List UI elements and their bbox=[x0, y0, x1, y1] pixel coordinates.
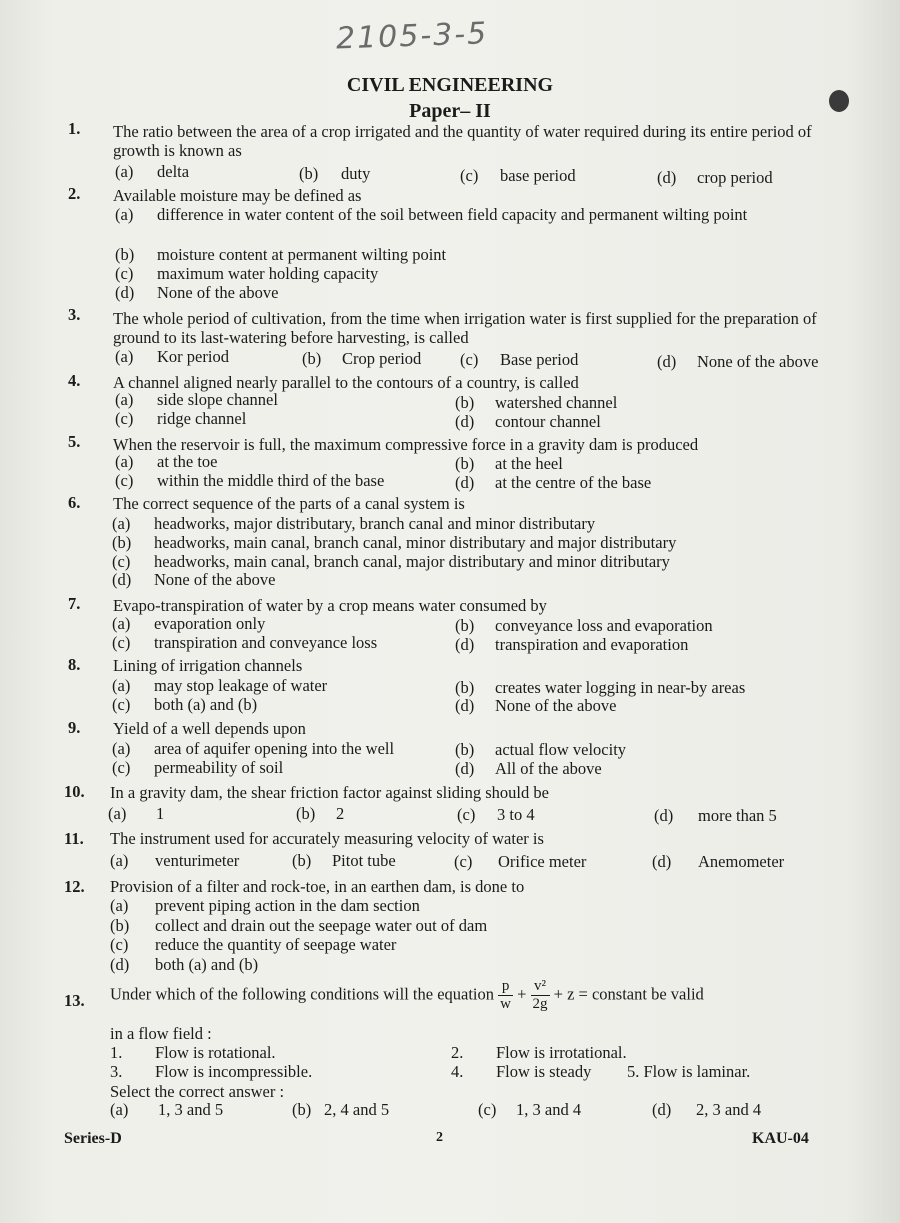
footer-series: Series-D bbox=[64, 1130, 122, 1147]
question-number: 7. bbox=[68, 594, 81, 613]
option-b: (b) headworks, main canal, branch canal, minor distributary and major distributary bbox=[112, 533, 677, 552]
option-b: (b) duty bbox=[299, 164, 371, 183]
option-c: (c) 3 to 4 bbox=[457, 805, 535, 824]
option-b: (b) actual flow velocity bbox=[455, 740, 627, 759]
option-a: (a) prevent piping action in the dam section bbox=[110, 896, 420, 915]
statement-1: 1. Flow is rotational. bbox=[110, 1043, 276, 1062]
option-c: (c) both (a) and (b) bbox=[112, 695, 258, 714]
option-c: (c) 1, 3 and 4 bbox=[478, 1100, 582, 1119]
select-instruction: Select the correct answer : bbox=[110, 1082, 285, 1101]
question-text: The correct sequence of the parts of a canal system is bbox=[113, 494, 465, 513]
option-c: (c) reduce the quantity of seepage water bbox=[110, 935, 397, 954]
option-b: (b) watershed channel bbox=[455, 393, 618, 412]
option-c: (c) ridge channel bbox=[115, 409, 247, 428]
statement-4: 4. Flow is steady bbox=[451, 1062, 592, 1081]
question-text: In a gravity dam, the shear friction factor against sliding should be bbox=[110, 783, 549, 802]
fraction-p-over-w: $\frac{p}{w}$ bbox=[500, 978, 511, 1012]
option-b: (b) conveyance loss and evaporation bbox=[455, 616, 713, 635]
question-number: 8. bbox=[68, 655, 81, 674]
option-d: (d) contour channel bbox=[455, 412, 601, 431]
option-d: (d) None of the above bbox=[112, 570, 276, 589]
statement-5: 5. Flow is laminar. bbox=[627, 1062, 751, 1081]
option-c: (c) base period bbox=[460, 166, 576, 185]
option-b: (b) Pitot tube bbox=[292, 851, 396, 870]
option-d: (d) more than 5 bbox=[654, 806, 777, 825]
option-c: (c) headworks, main canal, branch canal, major distributary and minor ditributary bbox=[112, 552, 670, 571]
option-d: (d) None of the above bbox=[657, 352, 819, 371]
question-text: The whole period of cultivation, from the time when irrigation water is first supplied for the preparation of ground to its last-watering before harvesting, is called bbox=[113, 309, 817, 347]
subject-title: CIVIL ENGINEERING bbox=[346, 74, 554, 96]
option-d: (d) Anemometer bbox=[652, 852, 785, 871]
option-c: (c) within the middle third of the base bbox=[115, 471, 385, 490]
option-b: (b) creates water logging in near-by areas bbox=[455, 678, 746, 697]
option-a: (a) Kor period bbox=[115, 347, 229, 366]
question-text-continued: in a flow field : bbox=[110, 1024, 212, 1043]
question-text: The instrument used for accurately measuring velocity of water is bbox=[110, 829, 544, 848]
paper-title: Paper– II bbox=[409, 100, 491, 122]
option-d: (d) both (a) and (b) bbox=[110, 955, 259, 974]
question-number: 3. bbox=[68, 305, 81, 324]
option-c: (c) transpiration and conveyance loss bbox=[112, 633, 378, 652]
option-b: (b) 2, 4 and 5 bbox=[292, 1100, 390, 1119]
option-d: (d) crop period bbox=[657, 168, 773, 187]
footer-code: KAU-04 bbox=[752, 1130, 809, 1147]
question-text-with-equation: Under which of the following conditions will the equation $\frac{p}{w}$ + $\frac{\text{v²}}{2g}$ + z = constant be valid bbox=[110, 978, 704, 1012]
option-b: (b) at the heel bbox=[455, 454, 563, 473]
question-number: 9. bbox=[68, 718, 81, 737]
question-text-after: + z = constant be valid bbox=[553, 984, 704, 1004]
question-text: When the reservoir is full, the maximum compressive force in a gravity dam is produced bbox=[113, 435, 699, 454]
question-text-before: Under which of the following conditions will the equation bbox=[110, 984, 495, 1004]
footer-page-number: 2 bbox=[436, 1130, 443, 1145]
question-text: Lining of irrigation channels bbox=[113, 656, 303, 675]
fraction-v2-over-2g: $\frac{\text{v²}}{2g}$ bbox=[532, 978, 548, 1012]
question-text: The ratio between the area of a crop irrigated and the quantity of water required during its entire period of growth is known as bbox=[113, 122, 812, 160]
option-b: (b) collect and drain out the seepage water out of dam bbox=[110, 916, 488, 935]
question-number: 11. bbox=[64, 829, 84, 848]
option-c: (c) Base period bbox=[460, 350, 579, 369]
option-d: (d) 2, 3 and 4 bbox=[652, 1100, 762, 1119]
option-b: (b) moisture content at permanent wilting point bbox=[115, 245, 447, 264]
option-a: (a) evaporation only bbox=[112, 614, 266, 633]
question-text: Provision of a filter and rock-toe, in an earthen dam, is done to bbox=[110, 877, 525, 896]
question-number: 10. bbox=[64, 782, 85, 801]
question-number: 2. bbox=[68, 184, 81, 203]
option-a: (a) 1 bbox=[108, 804, 165, 823]
statement-3: 3. Flow is incompressible. bbox=[110, 1062, 313, 1081]
question-number: 13. bbox=[64, 991, 85, 1010]
option-b: (b) Crop period bbox=[302, 349, 422, 368]
question-number: 1. bbox=[68, 119, 81, 138]
option-a: (a) area of aquifer opening into the well bbox=[112, 739, 395, 758]
option-a: (a) delta bbox=[115, 162, 190, 181]
question-number: 6. bbox=[68, 493, 81, 512]
handwritten-note: 2105-3-5 bbox=[335, 16, 489, 57]
statement-2: 2. Flow is irrotational. bbox=[451, 1043, 627, 1062]
option-a: (a) venturimeter bbox=[110, 851, 240, 870]
option-c: (c) Orifice meter bbox=[454, 852, 587, 871]
option-a: (a) may stop leakage of water bbox=[112, 676, 328, 695]
option-a: (a) 1, 3 and 5 bbox=[110, 1100, 224, 1119]
question-text: Evapo-transpiration of water by a crop means water consumed by bbox=[113, 596, 547, 615]
question-text: Yield of a well depends upon bbox=[113, 719, 306, 738]
option-a: (a) headworks, major distributary, branch canal and minor distributary bbox=[112, 514, 596, 533]
question-text: A channel aligned nearly parallel to the contours of a country, is called bbox=[113, 373, 579, 392]
option-a: (a) side slope channel bbox=[115, 390, 278, 409]
option-d: (d) at the centre of the base bbox=[455, 473, 652, 492]
option-d: (d) None of the above bbox=[115, 283, 279, 302]
option-a: (a) at the toe bbox=[115, 452, 218, 471]
question-number: 4. bbox=[68, 371, 81, 390]
option-b: (b) 2 bbox=[296, 804, 345, 823]
option-c: (c) permeability of soil bbox=[112, 758, 284, 777]
option-a: (a) difference in water content of the soil between field capacity and permanent wilting point bbox=[115, 205, 748, 224]
question-number: 12. bbox=[64, 877, 85, 896]
option-d: (d) All of the above bbox=[455, 759, 602, 778]
option-c: (c) maximum water holding capacity bbox=[115, 264, 379, 283]
option-d: (d) None of the above bbox=[455, 696, 617, 715]
question-number: 5. bbox=[68, 432, 81, 451]
option-d: (d) transpiration and evaporation bbox=[455, 635, 689, 654]
question-text: Available moisture may be defined as bbox=[113, 186, 362, 205]
